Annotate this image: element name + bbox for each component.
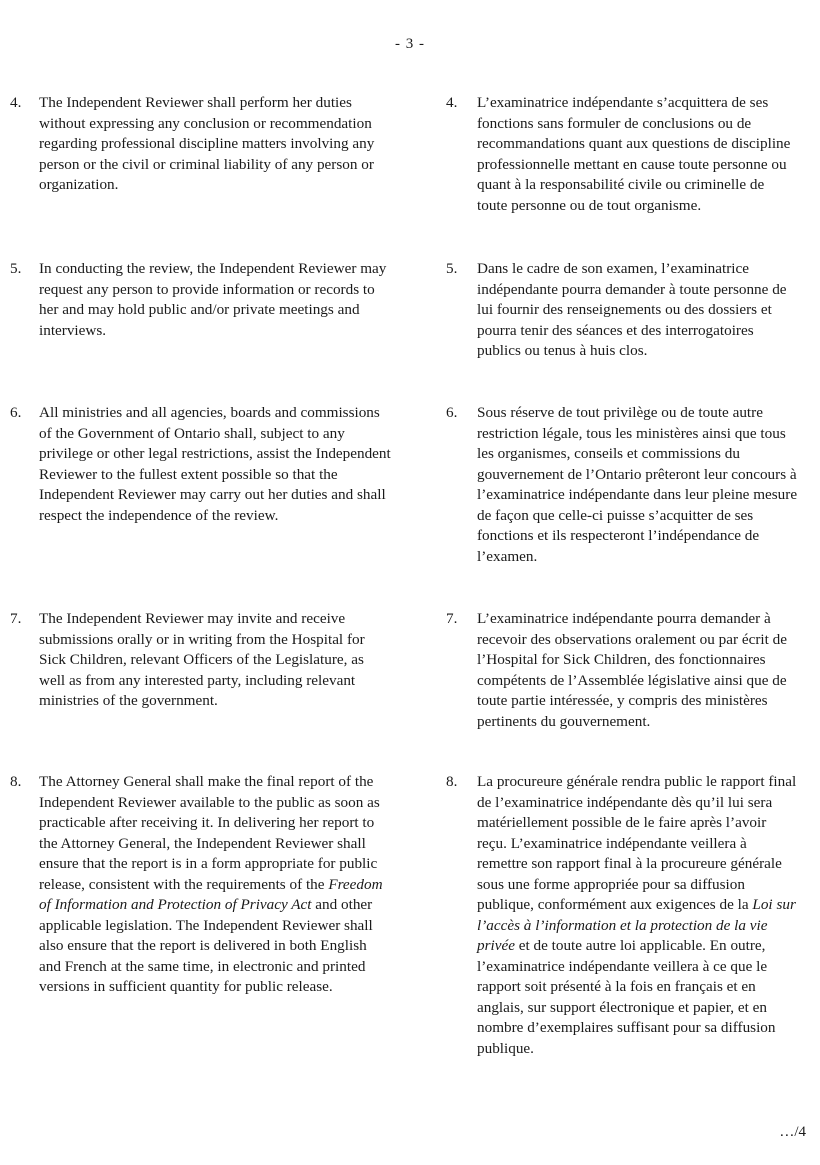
clause-number: 4. <box>446 94 458 111</box>
clause-text <box>477 772 798 1059</box>
clause-text: Sous réserve de tout privilège ou de toute autre restriction légale, tous les ministères ainsi que tous les organismes, conseils et commissions du gouvernement de l’Ontario prêteront leur concours à l’examinatrice indépendante dans leur pleine mesure de façon que celle-ci puisse s’acquitter de ses fonctions et ils respecteront l’indépendance de l’examen. <box>477 404 798 565</box>
clause-text-part: and other applicable legislation. The Independent Reviewer shall also ensure that the report is delivered in both English and French at the same time, in electronic and printed versions in sufficient quantity for public release. <box>39 896 373 995</box>
fr-clause-5 <box>446 259 798 362</box>
clause-text: The Independent Reviewer may invite and receive submissions orally or in writing from the Hospital for Sick Children, relevant Officers of the Legislature, as well as from any interested party, including relevant ministries of the government. <box>39 610 365 709</box>
clause-number: 6. <box>446 404 458 421</box>
clause-number: 4. <box>10 94 22 111</box>
clause-text: In conducting the review, the Independent Reviewer may request any person to provide information or records to her and may hold public and/or private meetings and interviews. <box>39 260 387 339</box>
fr-clause-6 <box>446 403 798 567</box>
clause-number: 5. <box>10 260 22 277</box>
fr-clause-8 <box>446 772 798 1059</box>
fr-clause-7 <box>446 609 798 732</box>
clause-number: 7. <box>10 610 22 627</box>
page-number: - 3 - <box>395 36 425 52</box>
en-clause-4 <box>10 93 392 196</box>
clause-text-part: The Attorney General shall make the final report of the Independent Reviewer available to the public as soon as practicable after receiving it. In delivering her report to the Attorney General, the Independent Reviewer shall ensure that the report is in a form appropriate for public release, consistent with the requirements of the <box>39 773 380 893</box>
clause-number: 5. <box>446 260 458 277</box>
clause-number: 8. <box>10 773 22 790</box>
en-clause-6 <box>10 403 392 526</box>
act-title-italic: Loi sur l’accès à l’information et la protection de la vie privée <box>477 896 796 954</box>
clause-text: L’examinatrice indépendante pourra demander à recevoir des observations oralement ou par écrit de l’Hospital for Sick Children, des fonctionnaires compétents de l’Assemblée législative ainsi que de toute partie intéressée, y compris des ministères pertinents du gouvernement. <box>477 610 787 730</box>
clause-text: All ministries and all agencies, boards and commissions of the Government of Ontario shall, subject to any privilege or other legal restrictions, assist the Independent Reviewer to the fullest extent possible so that the Independent Reviewer may carry out her duties and shall respect the independence of the review. <box>39 404 391 524</box>
en-clause-8 <box>10 772 392 998</box>
clause-text-part: La procureure générale rendra public le rapport final de l’examinatrice indépendante dès qu’il lui sera matériellement possible de le faire après l’avoir reçu. L’examinatrice indépendante veillera à remettre son rapport final à la procureure générale sous une forme appropriée pour sa diffusion publique, conformément aux exigences de la <box>477 773 797 913</box>
en-clause-7 <box>10 609 392 712</box>
en-clause-5 <box>10 259 392 341</box>
clause-text: The Independent Reviewer shall perform her duties without expressing any conclusion or recommendation regarding professional discipline matters involving any person or the civil or criminal liability of any person or organization. <box>39 94 375 193</box>
clause-text <box>39 772 392 998</box>
clause-number: 8. <box>446 773 458 790</box>
clause-text: L’examinatrice indépendante s’acquittera de ses fonctions sans formuler de conclusions ou de recommandations quant aux questions de discipline professionnelle mettant en cause toute personne ou quant à la responsabilité civile ou criminelle de toute personne ou de tout organisme. <box>477 94 791 214</box>
clause-number: 6. <box>10 404 22 421</box>
act-title-italic: Freedom of Information and Protection of Privacy Act <box>39 875 383 913</box>
clause-number: 7. <box>446 610 458 627</box>
clause-text: Dans le cadre de son examen, l’examinatrice indépendante pourra demander à toute personne de lui fournir des renseignements ou des dossiers et pourra tenir des séances et des interrogatoires publics ou tenus à huis clos. <box>477 260 787 359</box>
clause-text-part: et de toute autre loi applicable. En outre, l’examinatrice indépendante veillera à ce que le rapport soit présenté à la fois en français et en anglais, sur support électronique et papier, et en nombre d’exemplaires suffisant pour sa diffusion publique. <box>477 937 776 1057</box>
continuation-marker: …/4 <box>779 1124 806 1140</box>
fr-clause-4 <box>446 93 798 216</box>
